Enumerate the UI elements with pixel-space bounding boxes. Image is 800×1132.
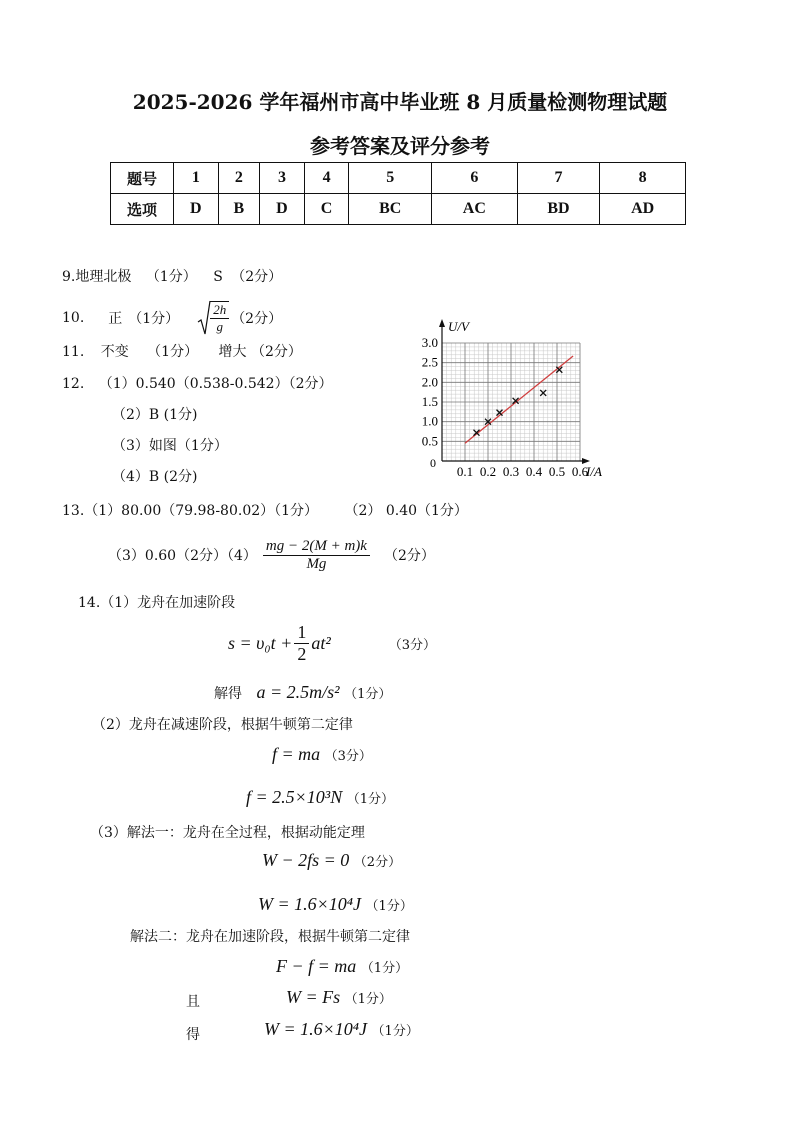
table-cell-number: 3 [260,163,305,194]
table-cell-number: 6 [431,163,517,194]
y-tick-label: 2.0 [421,374,438,390]
q14-head: 14.（1）龙舟在加速阶段 [78,595,236,611]
x-tick-labels [457,464,589,479]
answer-table [110,162,686,225]
table-cell-number: 2 [218,163,259,194]
q14-solution-1 [214,682,391,703]
q13-denominator: Mg [306,555,327,572]
y-tick-labels [422,335,438,448]
x-tick-label: 0.2 [479,464,497,479]
q9-answer: 9.地理北极 [62,269,132,285]
q14-eq1-points: （3分） [388,637,437,653]
y-tick-label: 0.5 [421,433,438,449]
q10-number: 10. [62,310,85,326]
q14-eq1-numerator: 1 [294,622,309,644]
y-tick-label: 2.5 [421,354,438,370]
x-tick-label: 0.5 [548,464,566,479]
q10-sqrt-denominator: g [216,319,223,334]
table-answer-label: 选项 [111,194,174,225]
y-tick-label: 1.5 [421,394,438,409]
q11-answer-2: 增大 [218,344,247,360]
table-row-numbers [111,163,686,194]
q14-sol1-points: （1分） [344,687,392,702]
x-tick-label: 0.3 [502,464,520,479]
x-axis-label: I/A [586,464,602,479]
q14-method-2-head: 解法二：龙舟在加速阶段，根据牛顿第二定律 [130,929,410,945]
q11-points-1: （1分） [147,344,199,360]
q9-points-2: （2分） [231,269,283,285]
q13-line-2 [108,532,435,578]
q14-eq4: W − 2fs = 0 [262,850,350,870]
q13-points: （2分） [383,548,435,564]
table-row-answers [111,194,686,225]
q14-sol1-label: 解得 [214,686,242,702]
q14-eq5: W = 1.6×10⁴J [258,894,362,914]
y-axis-label: U/V [448,319,469,334]
table-cell-answer: C [304,194,349,225]
q14-eq2-points: （3分） [324,749,372,764]
table-cell-answer: D [260,194,305,225]
q14-eq1-right: at² [311,632,331,653]
q14-eq1-fraction [294,622,309,665]
y-tick-label: 3.0 [421,335,438,350]
x-tick-label: 0.1 [456,464,474,479]
q14-eq6-points: （1分） [360,961,409,976]
q14-eq8-line [264,1019,419,1040]
q9-line [62,266,282,286]
table-cell-answer: BC [349,194,432,225]
q14-eq3-line [246,787,394,808]
q13-part-2: （2） 0.40（1分） [344,503,468,519]
q10-sqrt-expression [197,300,229,336]
sqrt-radical-icon [197,300,211,336]
q14-get-label: 得 [186,1027,200,1043]
q14-eq7-points: （1分） [344,992,392,1007]
table-cell-answer: BD [517,194,600,225]
page-title: 2025-2026 学年福州市高中毕业班 8 月质量检测物理试题 [132,90,668,114]
y-tick-label: 1.0 [421,413,438,429]
table-header-label: 题号 [111,163,174,194]
q14-eq4-line [262,850,401,871]
q14-eq7: W = Fs [286,987,341,1007]
q12-part-3: （3）如图（1分） [112,438,228,454]
q14-and-label: 且 [186,994,200,1010]
q12-number: 12. [62,376,85,392]
q9-points-1: （1分） [145,269,197,285]
grid-major [442,343,580,461]
q12-part-4: （4）B (2分) [112,469,198,485]
table-cell-answer: B [218,194,259,225]
q14-eq1 [228,618,436,668]
q14-eq6-line [276,956,408,977]
q14-eq3: f = 2.5×10³N [246,787,343,807]
q14-eq4-points: （2分） [353,855,402,870]
q11-points-2: （2分） [251,344,302,360]
q14-eq3-points: （1分） [346,792,394,807]
q14-eq8: W = 1.6×10⁴J [264,1019,368,1039]
q10-answer-1: 正 [108,311,123,327]
q13-numerator: mg − 2(M + m)k [263,538,370,556]
q12-part-2: （2）B (1分) [112,407,198,423]
table-cell-answer: AC [431,194,517,225]
q13-line-1 [62,500,468,520]
q14-eq8-points: （1分） [371,1024,419,1039]
q14-eq6: F − f = ma [276,956,357,976]
q10-sqrt-numerator: 2h [210,302,229,319]
q13-fraction [263,538,370,573]
q14-sol1-eq: a = 2.5m/s² [256,682,340,702]
q12-part-1: （1）0.540（0.538-0.542）（2分） [98,376,333,392]
q12-line-1 [62,373,333,393]
q11-answer-1: 不变 [100,344,129,360]
table-cell-answer: AD [600,194,686,225]
q10-points-2: （2分） [231,311,283,327]
q9-answer-2: S [213,269,223,285]
table-cell-number: 1 [174,163,219,194]
q11-line [62,341,302,361]
q14-eq2-line [272,744,372,765]
q13-part-3: （3）0.60（2分）（4） [108,548,257,564]
q10-line [62,298,282,338]
q14-eq1-denominator: 2 [297,643,307,664]
table-cell-answer: D [174,194,219,225]
q14-eq1-left: s = υ₀t + [228,632,293,653]
x-tick-label: 0.6 [571,464,589,479]
q14-eq5-line [258,894,413,915]
q10-points-1: （1分） [128,311,180,327]
x-tick-label: 0.4 [525,464,543,479]
table-cell-number: 7 [517,163,600,194]
table-cell-number: 5 [349,163,432,194]
q14-part-3-head: （3）解法一：龙舟在全过程，根据动能定理 [90,825,365,841]
table-cell-number: 4 [304,163,349,194]
q14-eq2: f = ma [272,744,321,764]
q14-part-2-head: （2）龙舟在减速阶段，根据牛顿第二定律 [92,717,353,733]
ui-graph [408,315,618,485]
q13-part-1: 13.（1）80.00（79.98-80.02）（1分） [62,503,319,519]
q14-eq5-points: （1分） [365,899,413,914]
table-cell-number: 8 [600,163,686,194]
origin-label: 0 [430,456,436,470]
q10-sqrt-fraction [210,301,229,335]
q11-number: 11. [62,344,85,360]
page-subtitle: 参考答案及评分参考 [310,134,490,158]
y-axis-arrow-icon [439,319,445,327]
q14-eq7-line [286,987,392,1008]
